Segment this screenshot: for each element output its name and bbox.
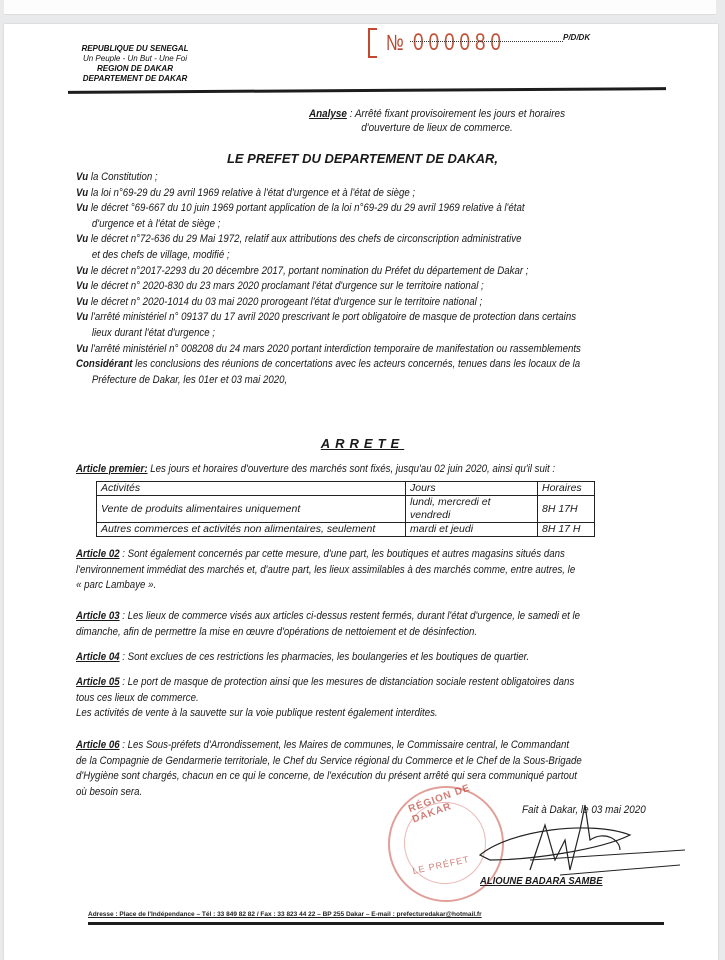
article-line: Les activités de vente à la sauvette sur la voie publique restent également interdites.: [76, 707, 438, 719]
article-06: [76, 738, 692, 800]
article-line: tous ces lieux de commerce.: [76, 691, 199, 704]
consideration-text: le décret n°2017-2293 du 20 décembre 2017, portant nomination du Préfet du département de Dakar ;: [88, 264, 529, 277]
article-premier: [76, 462, 692, 478]
consideration-item: [76, 295, 692, 311]
table-cell: Autres commerces et activités non alimentaires, seulement: [97, 523, 406, 537]
consideration-text: le décret n° 2020-830 du 23 mars 2020 proclamant l'état d'urgence sur le territoire national ;: [88, 280, 484, 293]
consideration-text: le décret n° 2020-1014 du 03 mai 2020 prorogeant l'état d'urgence sur le territoire national ;: [88, 295, 483, 308]
article-02: [76, 547, 692, 594]
article-line: « parc Lambaye ».: [76, 579, 157, 591]
header-cell: Jours: [406, 482, 538, 496]
consideration-lead: Vu: [76, 186, 89, 199]
seal-text-bottom: LE PRÉFET: [411, 854, 471, 876]
signer-name: ALIOUNE BADARA SAMBE: [480, 875, 603, 887]
consideration-lead: Vu: [76, 295, 89, 308]
consideration-item: [76, 201, 692, 217]
header-cell: Horaires: [538, 482, 595, 496]
consideration-text: la Constitution ;: [88, 171, 158, 183]
consideration-item: [76, 342, 692, 358]
consideration-lead: Vu: [76, 264, 89, 277]
table-cell: 8H 17H: [538, 496, 595, 523]
article-04: [76, 650, 692, 666]
consideration-item: [76, 186, 692, 202]
reference-suffix: P/D/DK: [563, 33, 591, 42]
consideration-item: [76, 357, 692, 373]
article-label: Article 03: [76, 610, 120, 622]
article-text: : Les Sous-préfets d'Arrondissement, les Maires de communes, le Commissaire central, le Commandant: [119, 739, 570, 751]
table-cell: lundi, mercredi et vendredi: [406, 496, 538, 523]
consideration-item: [76, 170, 692, 186]
consideration-text: le décret n°72-636 du 29 Mai 1972, relatif aux attributions des chefs de circonscription administrative: [88, 233, 522, 246]
letterhead: [65, 44, 205, 84]
number-sign: №: [385, 30, 404, 55]
consideration-text: l'arrêté ministériel n° 09137 du 17 avril 2020 prescrivant le port obligatoire de masque de protection dans certains: [88, 311, 577, 324]
article-line: dimanche, afin de permettre la mise en œuvre d'opérations de nettoiement et de désinfection.: [76, 625, 478, 638]
article-03: [76, 609, 692, 640]
consideration-item: [76, 232, 692, 248]
consideration-text: le décret °69-667 du 10 juin 1969 portant application de la loi n°69-29 du 29 avril 1969 relative à l'état: [88, 202, 525, 215]
consideration-lead: Vu: [76, 233, 89, 246]
arrete-heading: [0, 436, 725, 451]
footer-address: Adresse : Place de l'Indépendance – Tél : 33 849 82 82 / Fax : 33 823 44 22 – BP 255 Dakar – E-mail : prefecturedakar@hotmail.fr: [88, 911, 482, 918]
arrete-text: ARRETE: [320, 436, 405, 451]
article-text: Les jours et horaires d'ouverture des marchés sont fixés, jusqu'au 02 juin 2020, ainsi qu'il suit :: [147, 463, 556, 475]
reference-number: 000080: [412, 29, 506, 56]
article-line: d'Hygiène sont chargés, chacun en ce qui le concerne, de l'exécution du présent arrêté qui sera communiqué partout: [76, 770, 577, 782]
consideration-lead: Vu: [76, 171, 89, 183]
article-line: où besoin sera.: [76, 785, 143, 798]
consideration-text: les conclusions des réunions de concertations avec les acteurs concernés, tenues dans les locaux de la: [132, 358, 581, 371]
table-cell: Vente de produits alimentaires uniquement: [97, 496, 406, 523]
article-label: Article 02: [76, 548, 120, 560]
consideration-lead: Considérant: [76, 358, 133, 371]
article-line: de la Compagnie de Gendarmerie territoriale, le Chef du Service régional du Commerce et le Chef de la Sous-Brigade: [76, 754, 582, 767]
article-line: l'environnement immédiat des marchés et, d'autre part, les lieux assimilables à des marchés comme, entre autres, le: [76, 563, 576, 576]
consideration-item: [76, 279, 692, 295]
table-cell: mardi et jeudi: [406, 523, 538, 537]
article-text: : Le port de masque de protection ainsi que les mesures de distanciation sociale restent obligatoires dans: [119, 676, 575, 688]
analyse-label: Analyse: [308, 108, 347, 120]
footer-divider: [88, 922, 664, 925]
stamp-bracket-icon: [368, 28, 377, 58]
consideration-lead: Vu: [76, 311, 89, 324]
region-name: REGION DE DAKAR: [96, 64, 173, 73]
table-header-row: [97, 482, 595, 496]
consideration-lead: Vu: [76, 280, 89, 293]
article-text: : Les lieux de commerce visés aux articles ci-dessus restent fermés, durant l'état d'urgence, le samedi et le: [119, 610, 581, 622]
analyse-summary: [302, 107, 572, 135]
consideration-text: la loi n°69-29 du 29 avril 1969 relative à l'état d'urgence et à l'état de siège ;: [88, 186, 416, 199]
consideration-continuation: d'urgence et à l'état de siège ;: [91, 217, 221, 230]
consideration-text: l'arrêté ministériel n° 008208 du 24 mars 2020 portant interdiction temporaire de manifestation ou rassemblements: [88, 342, 581, 355]
considerations-list: [76, 170, 692, 388]
table-cell: 8H 17 H: [538, 523, 595, 537]
article-text: : Sont également concernés par cette mesure, d'une part, les boutiques et autres magasins situés dans: [119, 548, 565, 560]
consideration-lead: Vu: [76, 342, 89, 355]
department-name: DEPARTEMENT DE DAKAR: [82, 74, 188, 83]
article-label: Article 05: [76, 676, 120, 688]
dotted-line: [410, 40, 563, 42]
document-title: LE PREFET DU DEPARTEMENT DE DAKAR,: [226, 151, 499, 166]
consideration-continuation: Préfecture de Dakar, les 01er et 03 mai 2020,: [91, 373, 288, 386]
seal-text-top: RÉGION DE DAKAR: [407, 782, 473, 826]
consideration-lead: Vu: [76, 202, 89, 215]
article-label: Article premier:: [76, 463, 148, 475]
table-row: [97, 523, 595, 537]
previous-page-edge: [4, 0, 716, 15]
article-label: Article 04: [76, 651, 120, 663]
consideration-item: [76, 310, 692, 326]
consideration-continuation: et des chefs de village, modifié ;: [91, 248, 230, 261]
consideration-continuation: lieux durant l'état d'urgence ;: [91, 326, 216, 339]
article-label: Article 06: [76, 739, 120, 751]
article-text: : Sont exclues de ces restrictions les pharmacies, les boulangeries et les boutiques de quartier.: [119, 651, 530, 663]
national-motto: Un Peuple - Un But - Une Foi: [82, 54, 188, 63]
analyse-text: : Arrêté fixant provisoirement les jours et horaires d'ouverture de lieux de commerce.: [346, 108, 566, 134]
article-05: [76, 675, 692, 722]
consideration-item: [76, 264, 692, 280]
place-and-date: Fait à Dakar, le 03 mai 2020: [522, 804, 646, 816]
republic-name: REPUBLIQUE DU SENEGAL: [81, 44, 189, 53]
handwritten-signature-icon: [470, 800, 690, 880]
table-row: [97, 496, 595, 523]
reference-number-stamp: [368, 28, 529, 58]
header-cell: Activités: [97, 482, 406, 496]
schedule-table: [96, 481, 595, 537]
